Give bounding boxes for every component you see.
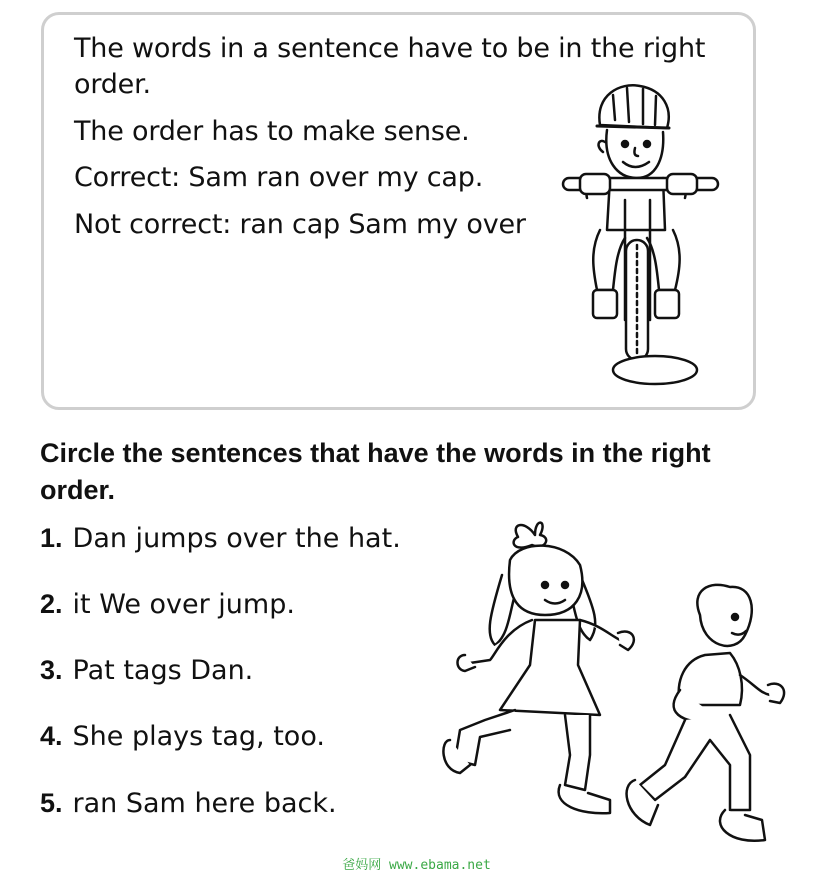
sentence-item-5[interactable] xyxy=(40,785,337,822)
watermark-footer: 爸妈网 www.ebama.net xyxy=(342,858,491,873)
rule-line-1: The words in a sentence have to be in the right xyxy=(74,33,706,64)
item-text: She plays tag, too. xyxy=(72,721,325,752)
item-text: it We over jump. xyxy=(72,589,295,620)
item-text: ran Sam here back. xyxy=(72,788,337,819)
sentence-item-4[interactable] xyxy=(40,718,325,755)
running-children-illustration xyxy=(440,515,800,860)
rule-line-2: order. xyxy=(74,69,151,100)
item-number: 1. xyxy=(40,523,63,553)
item-number: 3. xyxy=(40,655,63,685)
sentence-item-1[interactable] xyxy=(40,520,401,557)
item-number: 2. xyxy=(40,589,63,619)
item-number: 4. xyxy=(40,721,63,751)
correct-example: Correct: Sam ran over my cap. xyxy=(74,162,484,193)
item-text: Pat tags Dan. xyxy=(72,655,254,686)
rule-line-3: The order has to make sense. xyxy=(74,116,470,147)
instruction-heading: Circle the sentences that have the words in the right order. xyxy=(40,438,711,505)
sentence-item-2[interactable] xyxy=(40,586,295,623)
incorrect-example: Not correct: ran cap Sam my over xyxy=(74,209,526,240)
sentence-item-3[interactable] xyxy=(40,652,253,689)
item-text: Dan jumps over the hat. xyxy=(72,523,401,554)
boy-on-bike-illustration xyxy=(555,80,730,390)
item-number: 5. xyxy=(40,788,63,818)
